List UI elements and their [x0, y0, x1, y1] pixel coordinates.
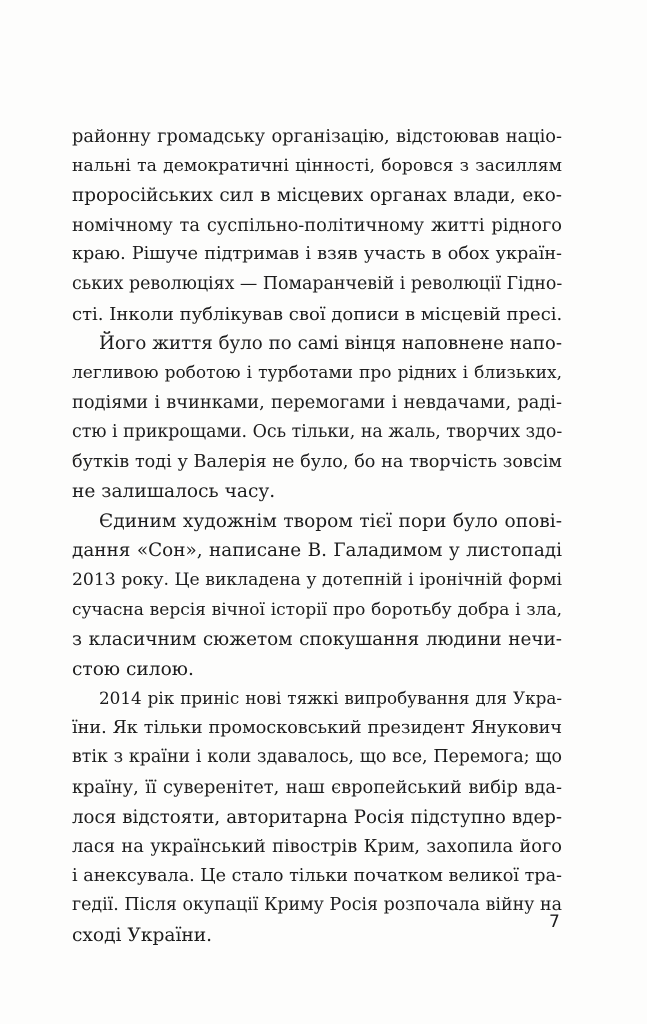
paragraph-2 — [72, 329, 562, 507]
page-number: 7 — [549, 912, 560, 932]
text-line: країну, її суверенітет, наш європейський вибір вда- — [72, 777, 562, 799]
paragraph-4 — [72, 684, 562, 950]
text-line: дання «Сон», написане В. Галадимом у листопаді — [72, 540, 562, 562]
text-line: з класичним сюжетом спокушання людини нечи- — [72, 629, 562, 651]
text-line: сті. Інколи публікував свої дописи в місцевій пресі. — [72, 303, 563, 325]
text-line: сході України. — [72, 925, 213, 947]
body-text — [72, 122, 562, 951]
text-line: Його життя було по самі вінця наповнене напо- — [99, 333, 562, 355]
text-line: гедії. Після окупації Криму Росія розпочала війну на — [72, 895, 562, 916]
text-line: районну громадську організацію, відстоював націо- — [72, 126, 562, 147]
text-line: бутків тоді у Валерія не було, бо на творчість зовсім — [72, 451, 562, 472]
text-line: і анексувала. Це стало тільки початком великої тра- — [72, 865, 563, 886]
text-line: номічному та суспільно-політичному житті рідного — [72, 214, 562, 236]
text-line: їни. Як тільки промосковський президент Янукович — [72, 717, 562, 738]
text-line: Єдиним художнім твором тієї пори було опові- — [99, 510, 562, 532]
text-line: втік з країни і коли здавалось, що все, Перемога; що — [72, 747, 562, 768]
text-line: проросійських сил в місцевих органах влади, еко- — [72, 185, 562, 207]
text-line: 2014 рік приніс нові тяжкі випробування для Укра- — [99, 688, 562, 709]
text-line: не залишалось часу. — [72, 481, 276, 503]
text-line: 2013 року. Це викладена у дотепній і іронічній формі — [72, 569, 562, 590]
text-line: стю і прикрощами. Ось тільки, на жаль, творчих здо- — [72, 421, 563, 442]
text-line: стою силою. — [72, 658, 194, 680]
text-line: лася на український півострів Крим, захопила його — [72, 836, 562, 858]
paragraph-3 — [72, 507, 562, 685]
paragraph-1 — [72, 122, 562, 329]
text-line: ських революціях — Помаранчевій і революції Гідно- — [72, 273, 563, 294]
text-line: легливою роботою і турботами про рідних і близьких, — [72, 362, 562, 383]
text-line: сучасна версія вічної історії про боротьбу добра і зла, — [72, 599, 562, 620]
text-line: нальні та демократичні цінності, боровся з засиллям — [72, 155, 562, 176]
text-line: лося відстояти, авторитарна Росія підступно вдер- — [72, 806, 562, 828]
text-line: подіями і вчинками, перемогами і невдачами, раді- — [72, 392, 562, 414]
text-line: краю. Рішуче підтримав і взяв участь в обох україн- — [72, 244, 562, 265]
